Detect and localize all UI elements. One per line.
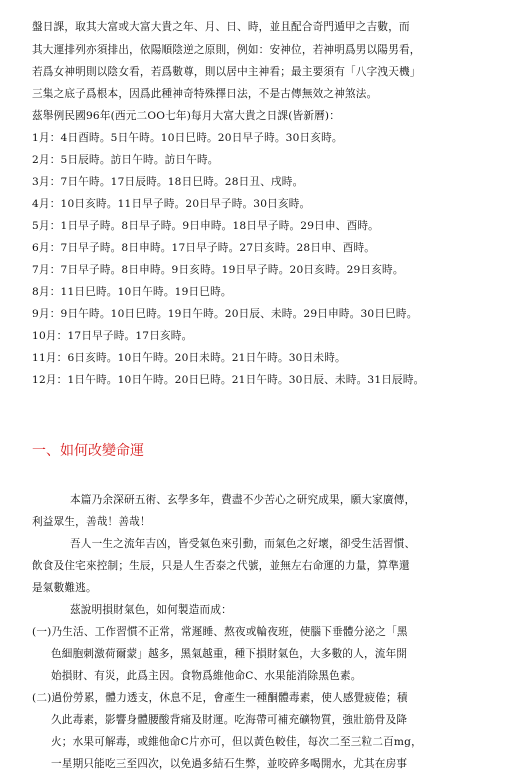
item2-line-2: 久此毒素，影響身體腰酸背痛及財運。吃海帶可補充礦物質，強壯筋骨及降 [51,714,408,726]
month-line-7: 7月：7日早子時。8日申時。9日亥時。19日早子時。20日亥時。29日亥時。 [32,264,404,276]
section-heading: 一、如何改變命運 [32,443,144,459]
month-line-11: 11月：6日亥時。10日午時。20日未時。21日午時。30日未時。 [32,352,346,364]
intro-line-3: 若爲女神明則以陰女看，若爲數尊，則以居中主神看；最主要須有「八字洩天機」 [32,66,421,78]
month-line-1: 1月：4日酉時。5日午時。10日巳時。20日早子時。30日亥時。 [32,132,343,144]
intro-line-2: 其大運排列亦須排出，依陽順陰逆之原則，例如：安神位，若神明爲男以陽男看， [32,44,421,56]
para2-line-2: 飲食及住宅來控制；生辰，只是人生否泰之代號，並無左右命運的力量，算準還 [32,560,410,572]
month-line-6: 6月：7日早子時。8日申時。17日早子時。27日亥時。28日申、酉時。 [32,242,376,254]
month-line-3: 3月：7日午時。17日辰時。18日巳時。28日丑、戌時。 [32,176,304,188]
month-line-12: 12月：1日午時。10日午時。20日巳時。21日午時。30日辰、未時。31日辰時。 [32,374,425,386]
para3-line-1: 茲說明損財氣色，如何製造而成： [70,604,232,616]
month-line-5: 5月：1日早子時。8日早子時。9日申時。18日早子時。29日申、酉時。 [32,220,379,232]
intro-line-4: 三集之底子爲根本，因爲此種神奇特殊擇日法，不是古傳無效之神煞法。 [32,88,378,100]
month-line-10: 10月：17日早子時。17日亥時。 [32,330,193,342]
month-line-9: 9月：9日午時。10日巳時。19日午時。20日辰、未時。29日申時。30日巳時。 [32,308,418,320]
intro-line-5: 茲舉例民國96年(西元二OO七年)每月大富大貴之日課(皆新曆)： [32,110,341,122]
month-line-4: 4月：10日亥時。11日早子時。20日早子時。30日亥時。 [32,198,311,210]
item2-line-3: 火；水果可解毒，或維他命C片亦可，但以黃色較佳，每次二至三粒二百mg， [51,736,422,748]
item2-line-1: (二)過份勞累，體力透支，休息不足，會產生一種酮體毒素，使人感覺疲倦；積 [32,692,408,704]
month-line-2: 2月：5日辰時。訪日午時。訪日午時。 [32,154,219,166]
item1-line-2: 色細胞刺激荷爾蒙」越多，黑氣越重，種下損財氣色，大多數的人，流年開 [51,648,408,660]
para1-line-1: 本篇乃余深研五術、玄學多年，費盡不少苦心之研究成果，願大家廣傳， [70,494,416,506]
para2-line-1: 吾人一生之流年吉凶，皆受氣色來引動，而氣色之好壞，卻受生活習慣、 [70,538,416,550]
intro-line-1: 盤日課，取其大富或大富大貴之年、月、日、時，並且配合奇門遁甲之吉數，而 [32,21,410,33]
item1-line-3: 始損財、有災，此爲主因。食物爲維他命C、水果能消除黑色素。 [51,670,362,682]
month-line-8: 8月：11日巳時。10日午時。19日巳時。 [32,286,232,298]
para2-line-3: 是氣數難逃。 [32,582,97,594]
item1-line-1: (一)乃生活、工作習慣不正常，常遲睡、熬夜或輪夜班，使腦下垂體分泌之「黑 [32,626,408,638]
item2-line-4: 一星期只能吃三至四次，以免過多結石生弊，並咬碎多喝開水，尤其在房事 [51,758,408,770]
para1-line-2: 利益眾生，善哉！善哉！ [32,516,151,528]
